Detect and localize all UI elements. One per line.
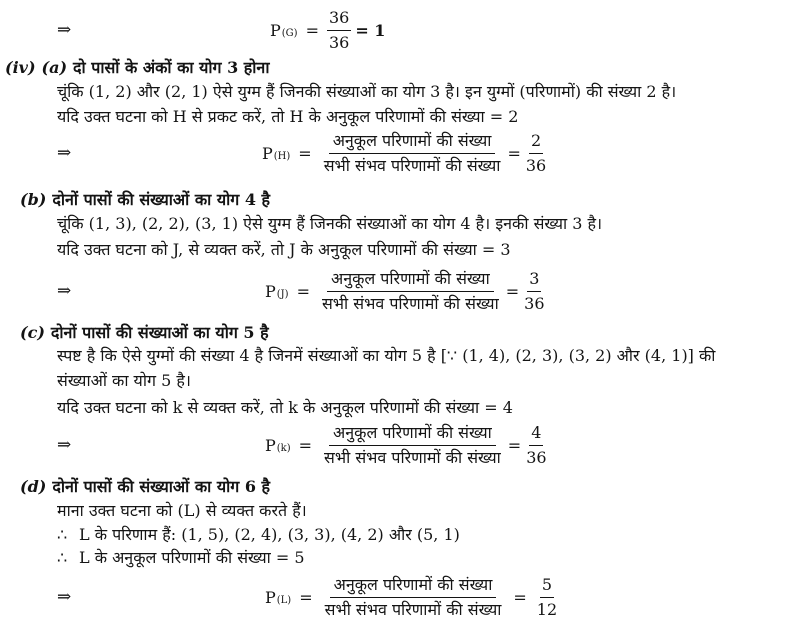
probability-symbol bbox=[270, 21, 298, 40]
probability-expression-j bbox=[265, 267, 547, 315]
heading-text: दोनों पासों की संख्याओं का योग 4 है bbox=[52, 190, 271, 209]
implies-symbol: ⇒ bbox=[57, 20, 72, 40]
fraction bbox=[321, 574, 506, 621]
event-subscript: (L) bbox=[276, 594, 292, 606]
numerator: 2 bbox=[529, 130, 543, 154]
p-letter: P bbox=[270, 20, 281, 40]
heading-text: दो पासों के अंकों का योग 3 होना bbox=[73, 58, 270, 77]
therefore-symbol: ∴ bbox=[57, 525, 68, 544]
section-heading-a bbox=[5, 57, 801, 79]
section-heading-c bbox=[20, 322, 801, 344]
implies-symbol: ⇒ bbox=[57, 281, 72, 301]
text-line: संख्याओं का योग 5 है। bbox=[57, 371, 191, 390]
fraction bbox=[327, 7, 351, 54]
p-letter: P bbox=[265, 281, 276, 301]
therefore-step bbox=[57, 547, 801, 569]
formula-h bbox=[57, 129, 801, 177]
numerator: 3 bbox=[527, 268, 541, 292]
numerator: अनुकूल परिणामों की संख्या bbox=[327, 268, 494, 292]
formula-l bbox=[57, 573, 801, 621]
denominator: 36 bbox=[524, 293, 545, 313]
numerator: 5 bbox=[540, 574, 554, 598]
result-fraction bbox=[524, 130, 548, 177]
therefore-symbol: ∴ bbox=[57, 548, 68, 567]
part-label-a: (a) bbox=[41, 58, 68, 77]
therefore-step bbox=[57, 524, 801, 546]
part-label-b: (b) bbox=[20, 190, 47, 209]
numerator: अनुकूल परिणामों की संख्या bbox=[329, 422, 496, 446]
part-label-iv: (iv) bbox=[5, 58, 36, 77]
p-letter: P bbox=[262, 143, 273, 163]
equals-sign: = bbox=[507, 143, 521, 163]
text-line: स्पष्ट है कि ऐसे युग्मों की संख्या 4 है जिनमें संख्याओं का योग 5 है [∵ (1, 4), (2, 3), (3, 2) और (4, 1)] की bbox=[57, 346, 716, 365]
equals-sign: = bbox=[513, 587, 527, 607]
implies-symbol: ⇒ bbox=[57, 143, 72, 163]
part-label-c: (c) bbox=[20, 323, 45, 342]
probability-expression-g bbox=[270, 6, 385, 54]
probability-symbol bbox=[262, 144, 290, 163]
denominator: सभी संभव परिणामों की संख्या bbox=[324, 599, 502, 619]
denominator: 36 bbox=[525, 155, 547, 175]
denominator: सभी संभव परिणामों की संख्या bbox=[324, 447, 501, 467]
equals-sign: = bbox=[305, 20, 319, 40]
formula-k bbox=[57, 421, 801, 469]
probability-expression-k bbox=[265, 421, 549, 469]
denominator: 36 bbox=[328, 32, 350, 52]
text-line: यदि उक्त घटना को J, से व्यक्त करें, तो J के अनुकूल परिणामों की संख्या = 3 bbox=[57, 240, 511, 259]
result-value: = 1 bbox=[355, 20, 386, 40]
step-text: L के अनुकूल परिणामों की संख्या = 5 bbox=[79, 548, 305, 567]
denominator: 12 bbox=[536, 599, 558, 619]
text-line: यदि उक्त घटना को k से व्यक्त करें, तो k के अनुकूल परिणामों की संख्या = 4 bbox=[57, 398, 513, 417]
probability-symbol bbox=[265, 282, 289, 301]
numerator: 4 bbox=[529, 422, 543, 446]
step-text: L के परिणाम हैं: (1, 5), (2, 4), (3, 3), (4, 2) और (5, 1) bbox=[79, 525, 460, 544]
heading-text: दोनों पासों की संख्याओं का योग 6 है bbox=[52, 477, 271, 496]
text-line: चूंकि (1, 3), (2, 2), (3, 1) ऐसे युग्म हैं जिनकी संख्याओं का योग 4 है। इनकी संख्या 3 है। bbox=[57, 214, 603, 233]
event-subscript: (G) bbox=[281, 27, 298, 39]
text-line: चूंकि (1, 2) और (2, 1) ऐसे युग्म हैं जिनकी संख्याओं का योग 3 है। इन युग्मों (परिणामों) की संख्या 2 है। bbox=[57, 82, 677, 101]
result-fraction bbox=[522, 268, 546, 315]
fraction bbox=[320, 130, 505, 177]
denominator: सभी संभव परिणामों की संख्या bbox=[321, 293, 499, 313]
numerator: अनुकूल परिणामों की संख्या bbox=[330, 574, 497, 598]
implies-symbol: ⇒ bbox=[57, 435, 72, 455]
implies-symbol: ⇒ bbox=[57, 587, 72, 607]
fraction bbox=[320, 422, 505, 469]
equals-sign: = bbox=[296, 281, 310, 301]
formula-j bbox=[57, 267, 801, 315]
numerator: अनुकूल परिणामों की संख्या bbox=[329, 130, 496, 154]
denominator: सभी संभव परिणामों की संख्या bbox=[323, 155, 501, 175]
equals-sign: = bbox=[505, 281, 520, 301]
event-subscript: (H) bbox=[273, 150, 291, 162]
denominator: 36 bbox=[526, 447, 547, 467]
part-label-d: (d) bbox=[20, 477, 47, 496]
probability-expression-h bbox=[262, 129, 548, 177]
numerator: 36 bbox=[327, 7, 351, 31]
equals-sign: = bbox=[299, 587, 313, 607]
probability-symbol bbox=[265, 588, 291, 607]
fraction bbox=[318, 268, 503, 315]
heading-text: दोनों पासों की संख्याओं का योग 5 है bbox=[50, 323, 269, 342]
result-fraction bbox=[524, 422, 548, 469]
event-subscript: (J) bbox=[276, 288, 289, 300]
section-heading-b bbox=[20, 189, 801, 211]
result-fraction bbox=[535, 574, 559, 621]
section-heading-d bbox=[20, 476, 801, 498]
text-line: यदि उक्त घटना को H से प्रकट करें, तो H के अनुकूल परिणामों की संख्या = 2 bbox=[57, 107, 519, 126]
formula-g bbox=[57, 6, 801, 54]
equals-sign: = bbox=[298, 143, 312, 163]
equals-sign: = bbox=[507, 435, 522, 455]
probability-symbol bbox=[265, 436, 291, 455]
p-letter: P bbox=[265, 587, 276, 607]
equals-sign: = bbox=[298, 435, 313, 455]
text-line: माना उक्त घटना को (L) से व्यक्त करते हैं। bbox=[57, 501, 307, 520]
event-subscript: (k) bbox=[276, 442, 291, 454]
probability-expression-l bbox=[265, 573, 559, 621]
p-letter: P bbox=[265, 435, 276, 455]
